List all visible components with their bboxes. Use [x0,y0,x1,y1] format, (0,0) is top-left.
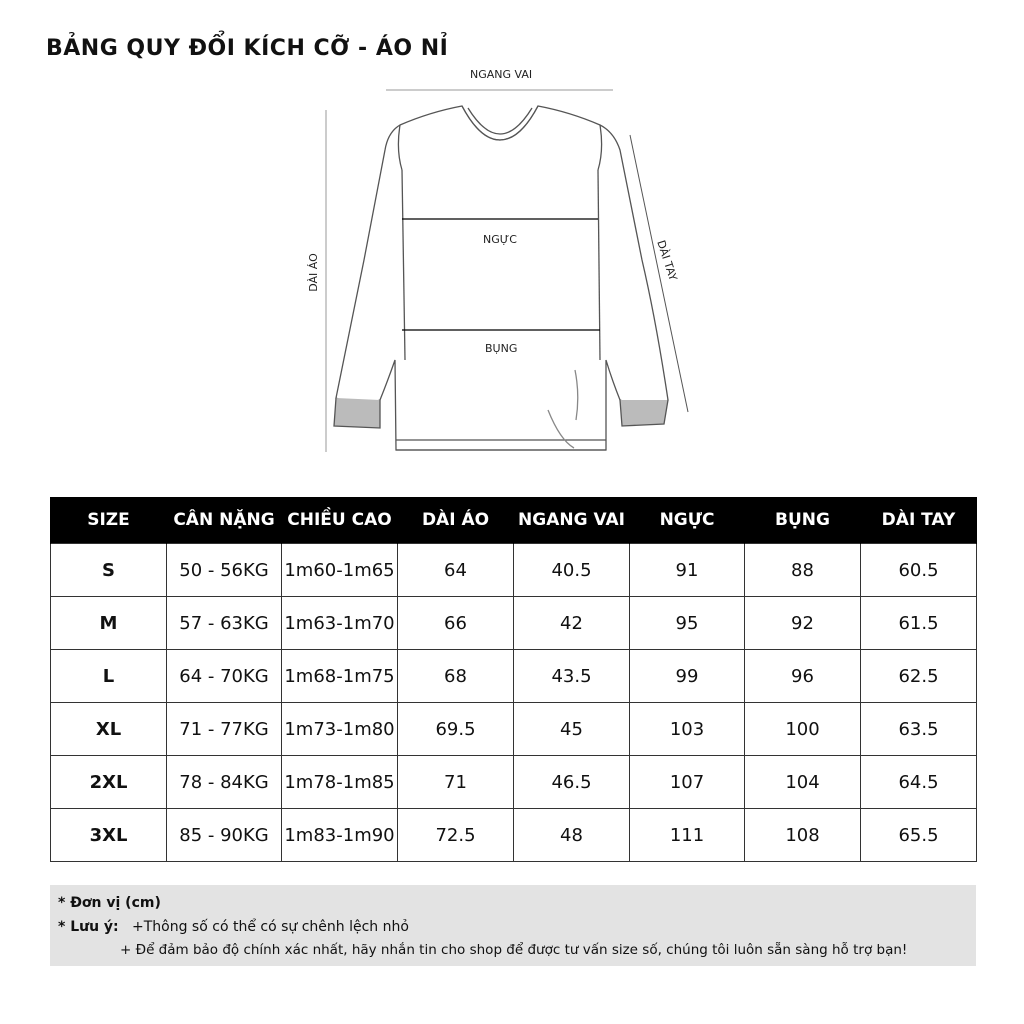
waist-label: BỤNG [485,342,518,355]
shoulder-label: NGANG VAI [470,68,533,81]
sleeve-cell: 63.5 [861,703,977,756]
chest-cell: 107 [630,756,745,809]
waist-cell: 88 [745,544,861,597]
table-row [51,650,977,703]
size-chart-table [50,497,977,862]
sleeve-cell: 64.5 [861,756,977,809]
waist-cell: 108 [745,809,861,862]
height-cell: 1m83-1m90 [282,809,398,862]
size-cell: S [51,544,167,597]
chest-cell: 111 [630,809,745,862]
height-cell: 1m60-1m65 [282,544,398,597]
weight-cell: 64 - 70KG [167,650,282,703]
length-label: DÀI ÁO [306,253,320,292]
chest-cell: 91 [630,544,745,597]
table-row [51,756,977,809]
header-waist: BỤNG [745,497,861,544]
chest-cell: 95 [630,597,745,650]
sleeve-cell: 60.5 [861,544,977,597]
table-row [51,809,977,862]
header-size: SIZE [51,497,167,544]
length-cell: 69.5 [398,703,514,756]
sweater-measurement-diagram [0,0,1024,480]
page-title: BẢNG QUY ĐỔI KÍCH CỠ - ÁO NỈ [46,36,449,61]
header-length: DÀI ÁO [398,497,514,544]
table-row [51,597,977,650]
length-cell: 64 [398,544,514,597]
shoulder-cell: 45 [514,703,630,756]
unit-note: * Đơn vị (cm) [58,895,161,911]
size-cell: M [51,597,167,650]
size-cell: L [51,650,167,703]
shoulder-cell: 42 [514,597,630,650]
note-line-1: +Thông số có thể có sự chênh lệch nhỏ [132,919,409,935]
height-cell: 1m73-1m80 [282,703,398,756]
weight-cell: 78 - 84KG [167,756,282,809]
notes-box [50,885,976,966]
length-cell: 71 [398,756,514,809]
length-cell: 66 [398,597,514,650]
sleeve-label: DÀI TAY [654,238,680,283]
length-cell: 68 [398,650,514,703]
header-weight: CÂN NẶNG [167,497,282,544]
shoulder-cell: 40.5 [514,544,630,597]
shoulder-cell: 43.5 [514,650,630,703]
header-height: CHIỀU CAO [282,497,398,544]
weight-cell: 50 - 56KG [167,544,282,597]
waist-cell: 96 [745,650,861,703]
chest-cell: 103 [630,703,745,756]
weight-cell: 57 - 63KG [167,597,282,650]
header-chest: NGỰC [630,497,745,544]
chest-label: NGỰC [483,233,517,246]
size-cell: 2XL [51,756,167,809]
header-shoulder: NGANG VAI [514,497,630,544]
size-cell: XL [51,703,167,756]
weight-cell: 85 - 90KG [167,809,282,862]
waist-cell: 104 [745,756,861,809]
waist-cell: 92 [745,597,861,650]
note-label: * Lưu ý: [58,919,119,935]
weight-cell: 71 - 77KG [167,703,282,756]
table-row [51,703,977,756]
table-header-row [51,497,977,544]
sleeve-cell: 61.5 [861,597,977,650]
sweater-outline [334,106,668,450]
length-cell: 72.5 [398,809,514,862]
shoulder-cell: 48 [514,809,630,862]
shoulder-cell: 46.5 [514,756,630,809]
sleeve-cell: 62.5 [861,650,977,703]
height-cell: 1m78-1m85 [282,756,398,809]
header-sleeve: DÀI TAY [861,497,977,544]
waist-cell: 100 [745,703,861,756]
size-cell: 3XL [51,809,167,862]
chest-cell: 99 [630,650,745,703]
height-cell: 1m68-1m75 [282,650,398,703]
height-cell: 1m63-1m70 [282,597,398,650]
table-row [51,544,977,597]
note-line-2: + Để đảm bảo độ chính xác nhất, hãy nhắn tin cho shop để được tư vấn size số, chúng tôi luôn sẵn sàng hỗ trợ bạn! [120,942,908,958]
sleeve-cell: 65.5 [861,809,977,862]
